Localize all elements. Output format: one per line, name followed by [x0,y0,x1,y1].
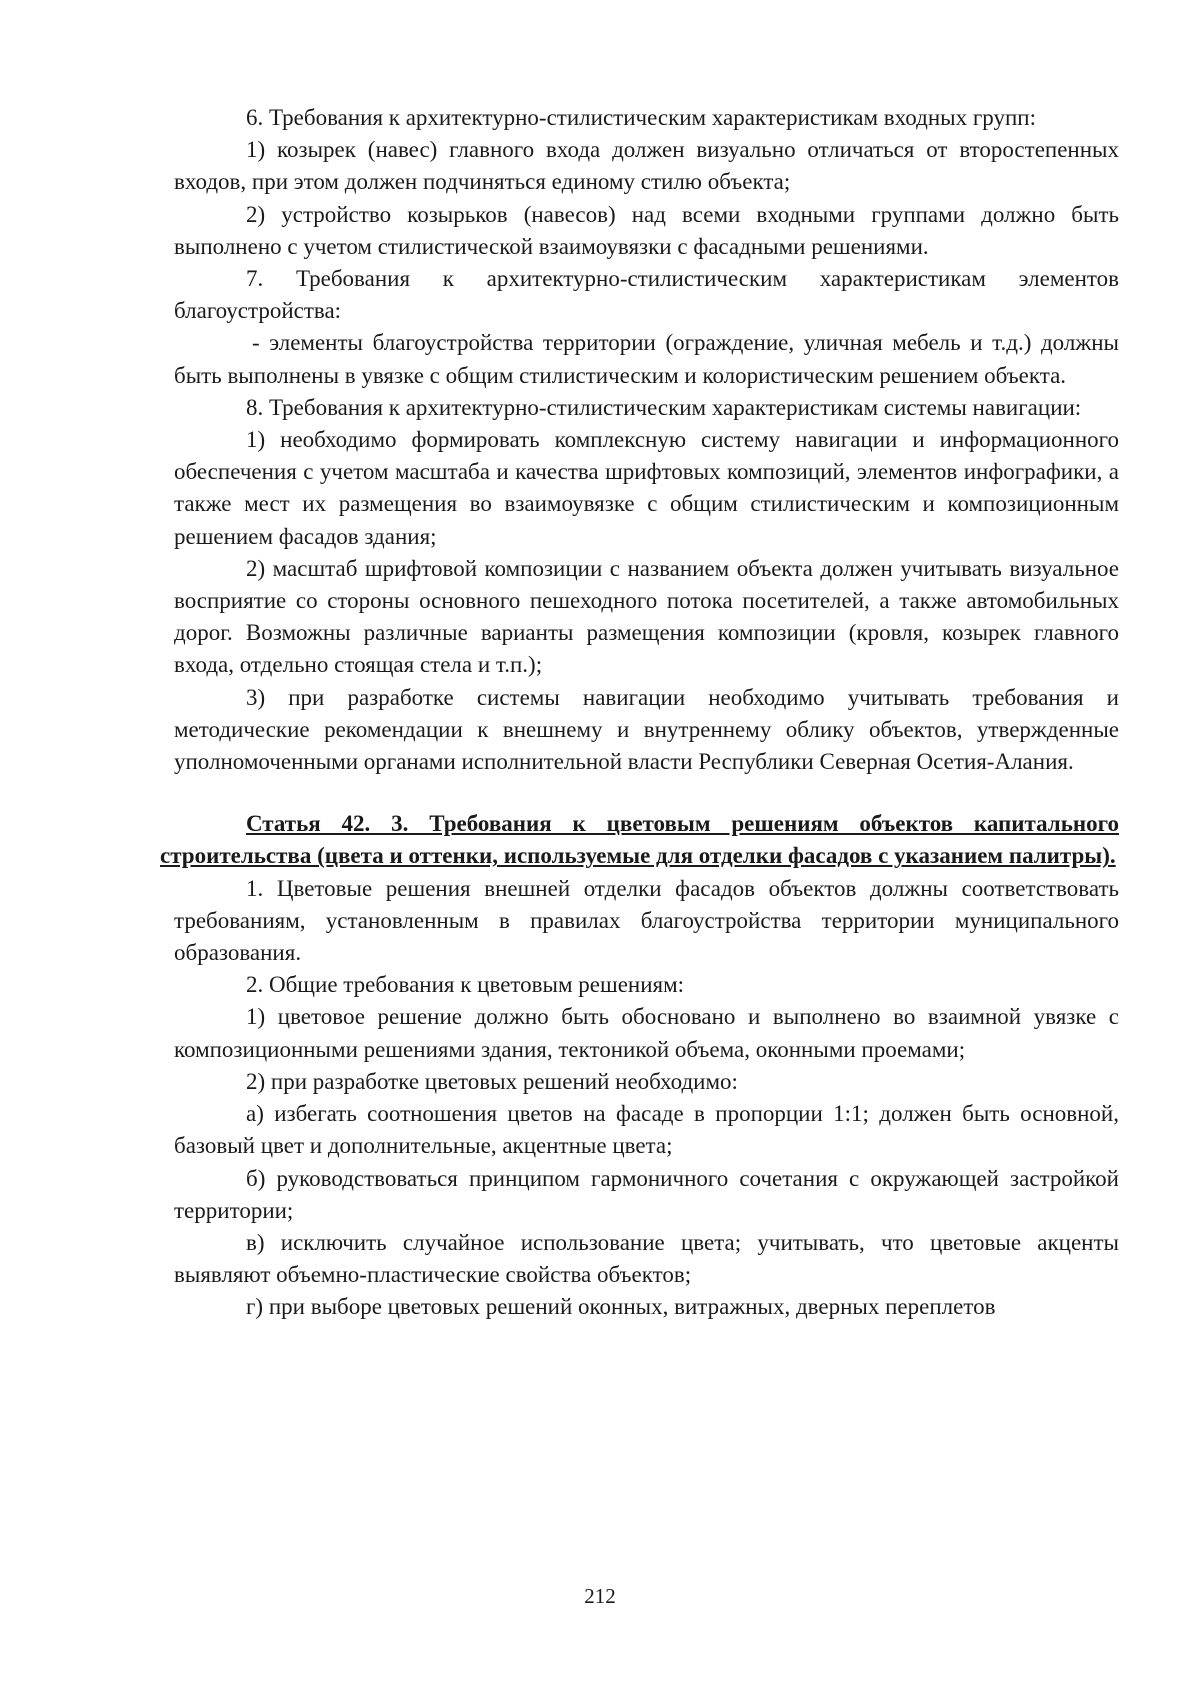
paragraph-v-color-accents: в) исключить случайное использование цвета; учитывать, что цветовые акценты выявляют объемно-пластические свойства объектов; [174,1229,1119,1288]
paragraph-6-2-canopies: 2) устройство козырьков (навесов) над всеми входными группами должно быть выполнено с учетом стилистической взаимоувязки с фасадными решениями. [174,201,1119,259]
paragraph-8-1-navigation-system: 1) необходимо формировать комплексную систему навигации и информационного обеспечения с учетом масштаба и качества шрифтовых композиций, элементов инфографики, а также мест их размещения во взаимоувязке с общим стилистическим и композиционным решением фасадов здания; [174,427,1119,549]
document-body [160,102,1119,1324]
paragraph-2-1-color-justification: 1) цветовое решение должно быть обосновано и выполнено во взаимной увязке с композиционными решениями здания, тектоникой объема, оконными проемами; [174,1004,1119,1062]
paragraph-1-color-solutions: 1. Цветовые решения внешней отделки фасадов объектов должны соответствовать требованиям, установленным в правилах благоустройства территории муниципального образования. [174,875,1119,966]
paragraph-b-harmony: б) руководствоваться принципом гармоничного сочетания с окружающей застройкой территории; [174,1165,1119,1223]
paragraph-a-proportions: а) избегать соотношения цветов на фасаде в пропорции 1:1; должен быть основной, базовый цвет и дополнительные, акцентные цвета; [174,1101,1119,1159]
paragraph-7-landscaping-elements: - элементы благоустройства территории (ограждение, уличная мебель и т.д.) должны быть выполнены в увязке с общим стилистическим и колористическим решением объекта. [174,330,1119,388]
paragraph-2-general-requirements: 2. Общие требования к цветовым решениям: [246,972,685,998]
paragraph-8-2-font-composition: 2) масштаб шрифтовой композиции с названием объекта должен учитывать визуальное восприятие со стороны основного пешеходного потока посетителей, а также автомобильных дорог. Возможны различные варианты размещения композиции (кровля, козырек главного входа, отдельно стоящая стела и т.п.); [174,555,1119,678]
paragraph-8-navigation: 8. Требования к архитектурно-стилистическим характеристикам системы навигации: [246,394,1082,420]
paragraph-6-1-main-canopy: 1) козырек (навес) главного входа должен визуально отличаться от второстепенных входов, при этом должен подчиняться единому стилю объекта; [174,137,1119,195]
paragraph-8-3-navigation-requirements: 3) при разработке системы навигации необходимо учитывать требования и методические рекомендации к внешнему и внутреннему облику объектов, утвержденные уполномоченными органами исполнительной власти Республики Северная Осетия-Алания. [174,684,1119,775]
article-heading: Статья 42. 3. Требования к цветовым решениям объектов капитального строительства (цвета и оттенки, используемые для отделки фасадов с указанием палитры). [160,811,1119,869]
paragraph-2-2-development: 2) при разработке цветовых решений необходимо: [246,1068,738,1094]
page-number: 212 [584,1584,616,1608]
paragraph-6-entrance-groups: 6. Требования к архитектурно-стилистическим характеристикам входных групп: [246,105,1036,130]
paragraph-7-landscaping: 7. Требования к архитектурно-стилистическим характеристикам элементов благоустройства: [174,266,1119,324]
paragraph-g-window-frames: г) при выборе цветовых решений оконных, витражных, дверных переплетов [246,1294,996,1320]
